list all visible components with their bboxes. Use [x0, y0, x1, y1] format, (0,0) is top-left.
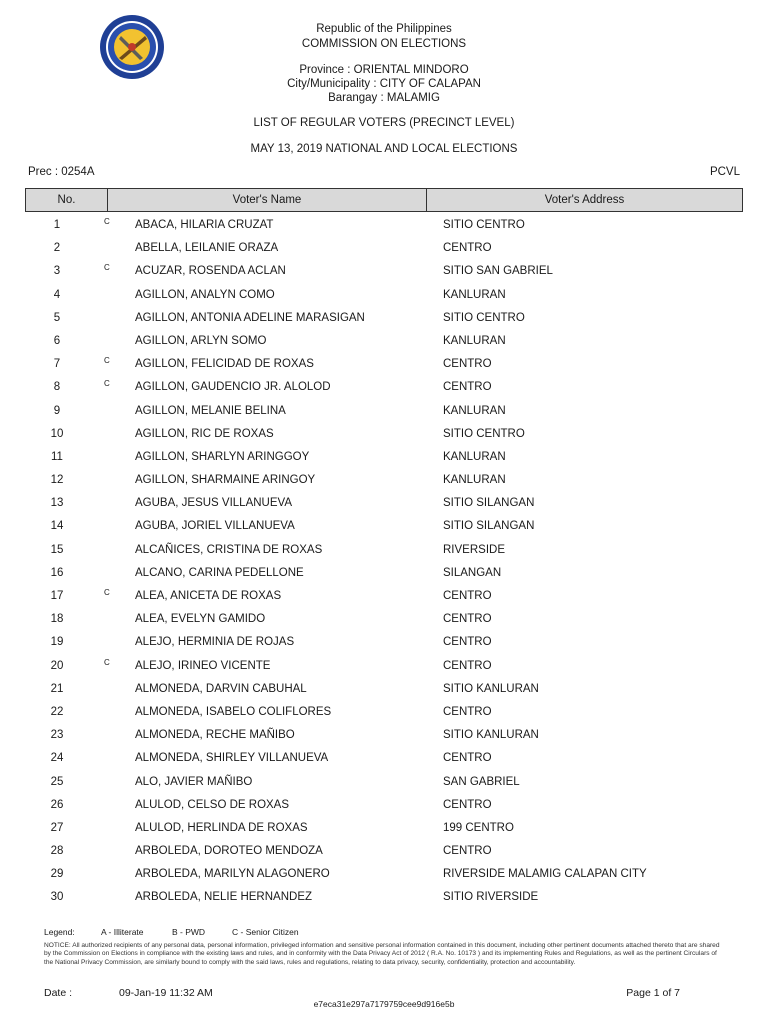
- voter-address: CENTRO: [443, 242, 492, 255]
- voter-name: AGILLON, SHARLYN ARINGGOY: [135, 450, 310, 463]
- voter-address: KANLURAN: [443, 288, 506, 301]
- voter-name: AGILLON, FELICIDAD DE ROXAS: [135, 358, 314, 371]
- voter-number: 3: [53, 265, 61, 278]
- voter-address: RIVERSIDE MALAMIG CALAPAN CITY: [443, 868, 647, 881]
- voter-name: ACUZAR, ROSENDA ACLAN: [135, 265, 286, 278]
- voter-code: C: [104, 379, 110, 389]
- voter-address: SITIO CENTRO: [443, 219, 525, 231]
- voter-address: SITIO CENTRO: [443, 427, 525, 440]
- table-row: [25, 515, 743, 538]
- table-row: [25, 678, 743, 701]
- table-row: [25, 260, 743, 283]
- table-row: [25, 840, 743, 863]
- voter-address: CENTRO: [443, 381, 492, 394]
- voter-number: 26: [50, 798, 64, 811]
- table-row: [25, 724, 743, 747]
- legend-b: B - PWD: [172, 927, 206, 937]
- voter-number: 8: [53, 381, 61, 394]
- table-row: [25, 376, 743, 399]
- table-row: [25, 353, 743, 376]
- republic-line: Republic of the Philippines: [316, 23, 452, 35]
- voter-list: [25, 214, 743, 910]
- voter-address: CENTRO: [443, 798, 492, 811]
- voter-address: CENTRO: [443, 613, 492, 626]
- voter-name: ALEJO, HERMINIA DE ROJAS: [135, 636, 295, 649]
- privacy-notice: NOTICE: All authorized recipients of any personal data, personal information, privileged information and sensitive personal information contained in this document, including other pertinent documents attached thereto that are shared by the Commission on Elections in compliance with the existing laws and rules, and in conformity with the Data Privacy Act of 2012 ( R.A. No. 10173 ) and its implementing Rules and Regulations, as well as the pertinent Circulars of the National Privacy Commission, are similarly bound to comply with the said laws, rules and regulations, relating to data privacy, security, confidentiality, protection and accountability.: [44, 942, 720, 966]
- voter-code: C: [104, 588, 110, 597]
- voter-number: 17: [50, 590, 64, 602]
- voter-address: CENTRO: [443, 845, 492, 858]
- voter-address: 199 CENTRO: [443, 821, 514, 834]
- table-row: [25, 863, 743, 886]
- table-row: [25, 655, 743, 678]
- voter-address: CENTRO: [443, 659, 492, 672]
- table-header: [25, 188, 743, 212]
- voter-number: 15: [50, 543, 64, 556]
- table-row: [25, 492, 743, 515]
- voter-name: ARBOLEDA, DOROTEO MENDOZA: [135, 845, 323, 858]
- table-row: [25, 771, 743, 794]
- table-row: [25, 817, 743, 840]
- voter-number: 5: [53, 311, 61, 324]
- voter-address: SITIO CENTRO: [443, 311, 525, 324]
- barangay-line: Barangay : MALAMIG: [328, 92, 440, 104]
- col-name-header: Voter's Name: [108, 189, 427, 212]
- voter-number: 9: [53, 404, 61, 417]
- voter-number: 18: [50, 613, 64, 626]
- voter-number: 21: [50, 682, 64, 695]
- voter-number: 27: [50, 821, 64, 834]
- voter-address: SITIO KANLURAN: [443, 729, 539, 742]
- table-row: [25, 330, 743, 353]
- table-row: [25, 701, 743, 724]
- date-value: 09-Jan-19 11:32 AM: [119, 987, 213, 999]
- table-row: [25, 562, 743, 585]
- voter-number: 4: [53, 288, 61, 301]
- date-label: Date :: [44, 987, 73, 999]
- voter-address: CENTRO: [443, 636, 492, 649]
- table-row: [25, 400, 743, 423]
- voter-address: CENTRO: [443, 590, 492, 602]
- table-row: [25, 886, 743, 909]
- voter-name: ALO, JAVIER MAÑIBO: [135, 775, 253, 788]
- legend-a: A - Illiterate: [101, 927, 144, 937]
- voter-number: 7: [53, 358, 61, 371]
- table-row: [25, 794, 743, 817]
- page-indicator: Page 1 of 7: [626, 987, 680, 999]
- pcvl-label: PCVL: [709, 166, 740, 178]
- voter-name: AGILLON, MELANIE BELINA: [135, 404, 286, 417]
- voter-number: 25: [50, 775, 64, 788]
- col-address-header: Voter's Address: [427, 189, 743, 212]
- list-title: LIST OF REGULAR VOTERS (PRECINCT LEVEL): [253, 117, 515, 129]
- table-row: [25, 539, 743, 562]
- voter-address: SAN GABRIEL: [443, 775, 520, 788]
- document-hash: e7eca31e297a7179759cee9d916e5b: [313, 999, 455, 1009]
- voter-address: SITIO KANLURAN: [443, 682, 539, 695]
- voter-name: ALEA, ANICETA DE ROXAS: [135, 590, 282, 602]
- voter-name: AGILLON, ARLYN SOMO: [135, 334, 267, 347]
- voter-number: 24: [50, 752, 64, 765]
- voter-address: SITIO RIVERSIDE: [443, 891, 539, 904]
- col-no-header: No.: [26, 189, 108, 212]
- voter-number: 19: [50, 636, 64, 649]
- voter-code: C: [104, 657, 110, 667]
- table-row: [25, 747, 743, 770]
- voter-address: KANLURAN: [443, 404, 506, 417]
- voter-code: C: [104, 263, 110, 273]
- precinct-label: Prec : 0254A: [28, 166, 95, 178]
- voter-number: 6: [53, 334, 61, 347]
- voter-address: SITIO SILANGAN: [443, 497, 535, 510]
- voter-name: ALMONEDA, SHIRLEY VILLANUEVA: [135, 752, 329, 765]
- voter-number: 29: [50, 868, 64, 881]
- commission-line: COMMISSION ON ELECTIONS: [301, 38, 467, 50]
- voter-code: C: [104, 217, 110, 226]
- voter-name: ALMONEDA, DARVIN CABUHAL: [135, 682, 307, 695]
- voter-address: CENTRO: [443, 705, 492, 718]
- voter-name: AGILLON, GAUDENCIO JR. ALOLOD: [135, 381, 331, 394]
- voter-number: 11: [51, 450, 63, 463]
- voter-address: KANLURAN: [443, 474, 506, 487]
- voter-number: 20: [50, 659, 64, 672]
- voter-name: ALULOD, CELSO DE ROXAS: [135, 798, 290, 811]
- legend-label: Legend:: [44, 927, 75, 937]
- voter-name: ALULOD, HERLINDA DE ROXAS: [135, 821, 308, 834]
- table-row: [25, 631, 743, 654]
- voter-address: SILANGAN: [443, 566, 502, 579]
- voter-name: AGILLON, ANTONIA ADELINE MARASIGAN: [135, 311, 365, 324]
- voter-number: 30: [50, 891, 64, 904]
- voter-name: ABELLA, LEILANIE ORAZA: [135, 242, 279, 255]
- voter-name: ALMONEDA, ISABELO COLIFLORES: [135, 705, 332, 718]
- voter-address: SITIO SAN GABRIEL: [443, 265, 553, 278]
- voter-name: ABACA, HILARIA CRUZAT: [135, 219, 274, 231]
- voter-code: C: [104, 356, 110, 366]
- table-row: [25, 214, 743, 237]
- voter-number: 2: [53, 242, 61, 255]
- voter-name: ALEA, EVELYN GAMIDO: [135, 613, 266, 626]
- voter-address: KANLURAN: [443, 334, 506, 347]
- voter-number: 14: [50, 520, 64, 533]
- voter-address: KANLURAN: [443, 450, 506, 463]
- voter-address: CENTRO: [443, 358, 492, 371]
- table-row: [25, 608, 743, 631]
- voter-number: 1: [53, 219, 61, 231]
- table-row: [25, 469, 743, 492]
- province-line: Province : ORIENTAL MINDORO: [299, 64, 469, 76]
- table-row: [25, 585, 743, 608]
- voter-name: ARBOLEDA, NELIE HERNANDEZ: [135, 891, 313, 904]
- voter-name: AGILLON, SHARMAINE ARINGOY: [135, 474, 316, 487]
- voter-address: SITIO SILANGAN: [443, 520, 535, 533]
- voter-name: AGILLON, ANALYN COMO: [135, 288, 275, 301]
- table-row: [25, 446, 743, 469]
- voter-name: ALEJO, IRINEO VICENTE: [135, 659, 271, 672]
- voter-number: 16: [50, 566, 64, 579]
- table-row: [25, 423, 743, 446]
- voter-name: AGUBA, JORIEL VILLANUEVA: [135, 520, 295, 533]
- voter-number: 13: [50, 497, 64, 510]
- voter-name: ALCAÑICES, CRISTINA DE ROXAS: [135, 543, 323, 556]
- voter-number: 12: [50, 474, 64, 487]
- table-row: [25, 307, 743, 330]
- voter-number: 28: [50, 845, 64, 858]
- table-row: [25, 237, 743, 260]
- election-title: MAY 13, 2019 NATIONAL AND LOCAL ELECTIONS: [250, 143, 518, 155]
- voter-name: AGUBA, JESUS VILLANUEVA: [135, 497, 293, 510]
- voter-name: ARBOLEDA, MARILYN ALAGONERO: [135, 868, 330, 881]
- voter-number: 23: [50, 729, 64, 742]
- legend-c: C - Senior Citizen: [232, 927, 299, 937]
- voter-name: AGILLON, RIC DE ROXAS: [135, 427, 274, 440]
- voter-name: ALCANO, CARINA PEDELLONE: [135, 566, 304, 579]
- voter-number: 10: [50, 427, 64, 440]
- voter-name: ALMONEDA, RECHE MAÑIBO: [135, 729, 295, 742]
- voter-number: 22: [50, 705, 64, 718]
- voter-address: CENTRO: [443, 752, 492, 765]
- city-line: City/Municipality : CITY OF CALAPAN: [287, 78, 481, 90]
- voter-address: RIVERSIDE: [443, 543, 505, 556]
- table-row: [25, 284, 743, 307]
